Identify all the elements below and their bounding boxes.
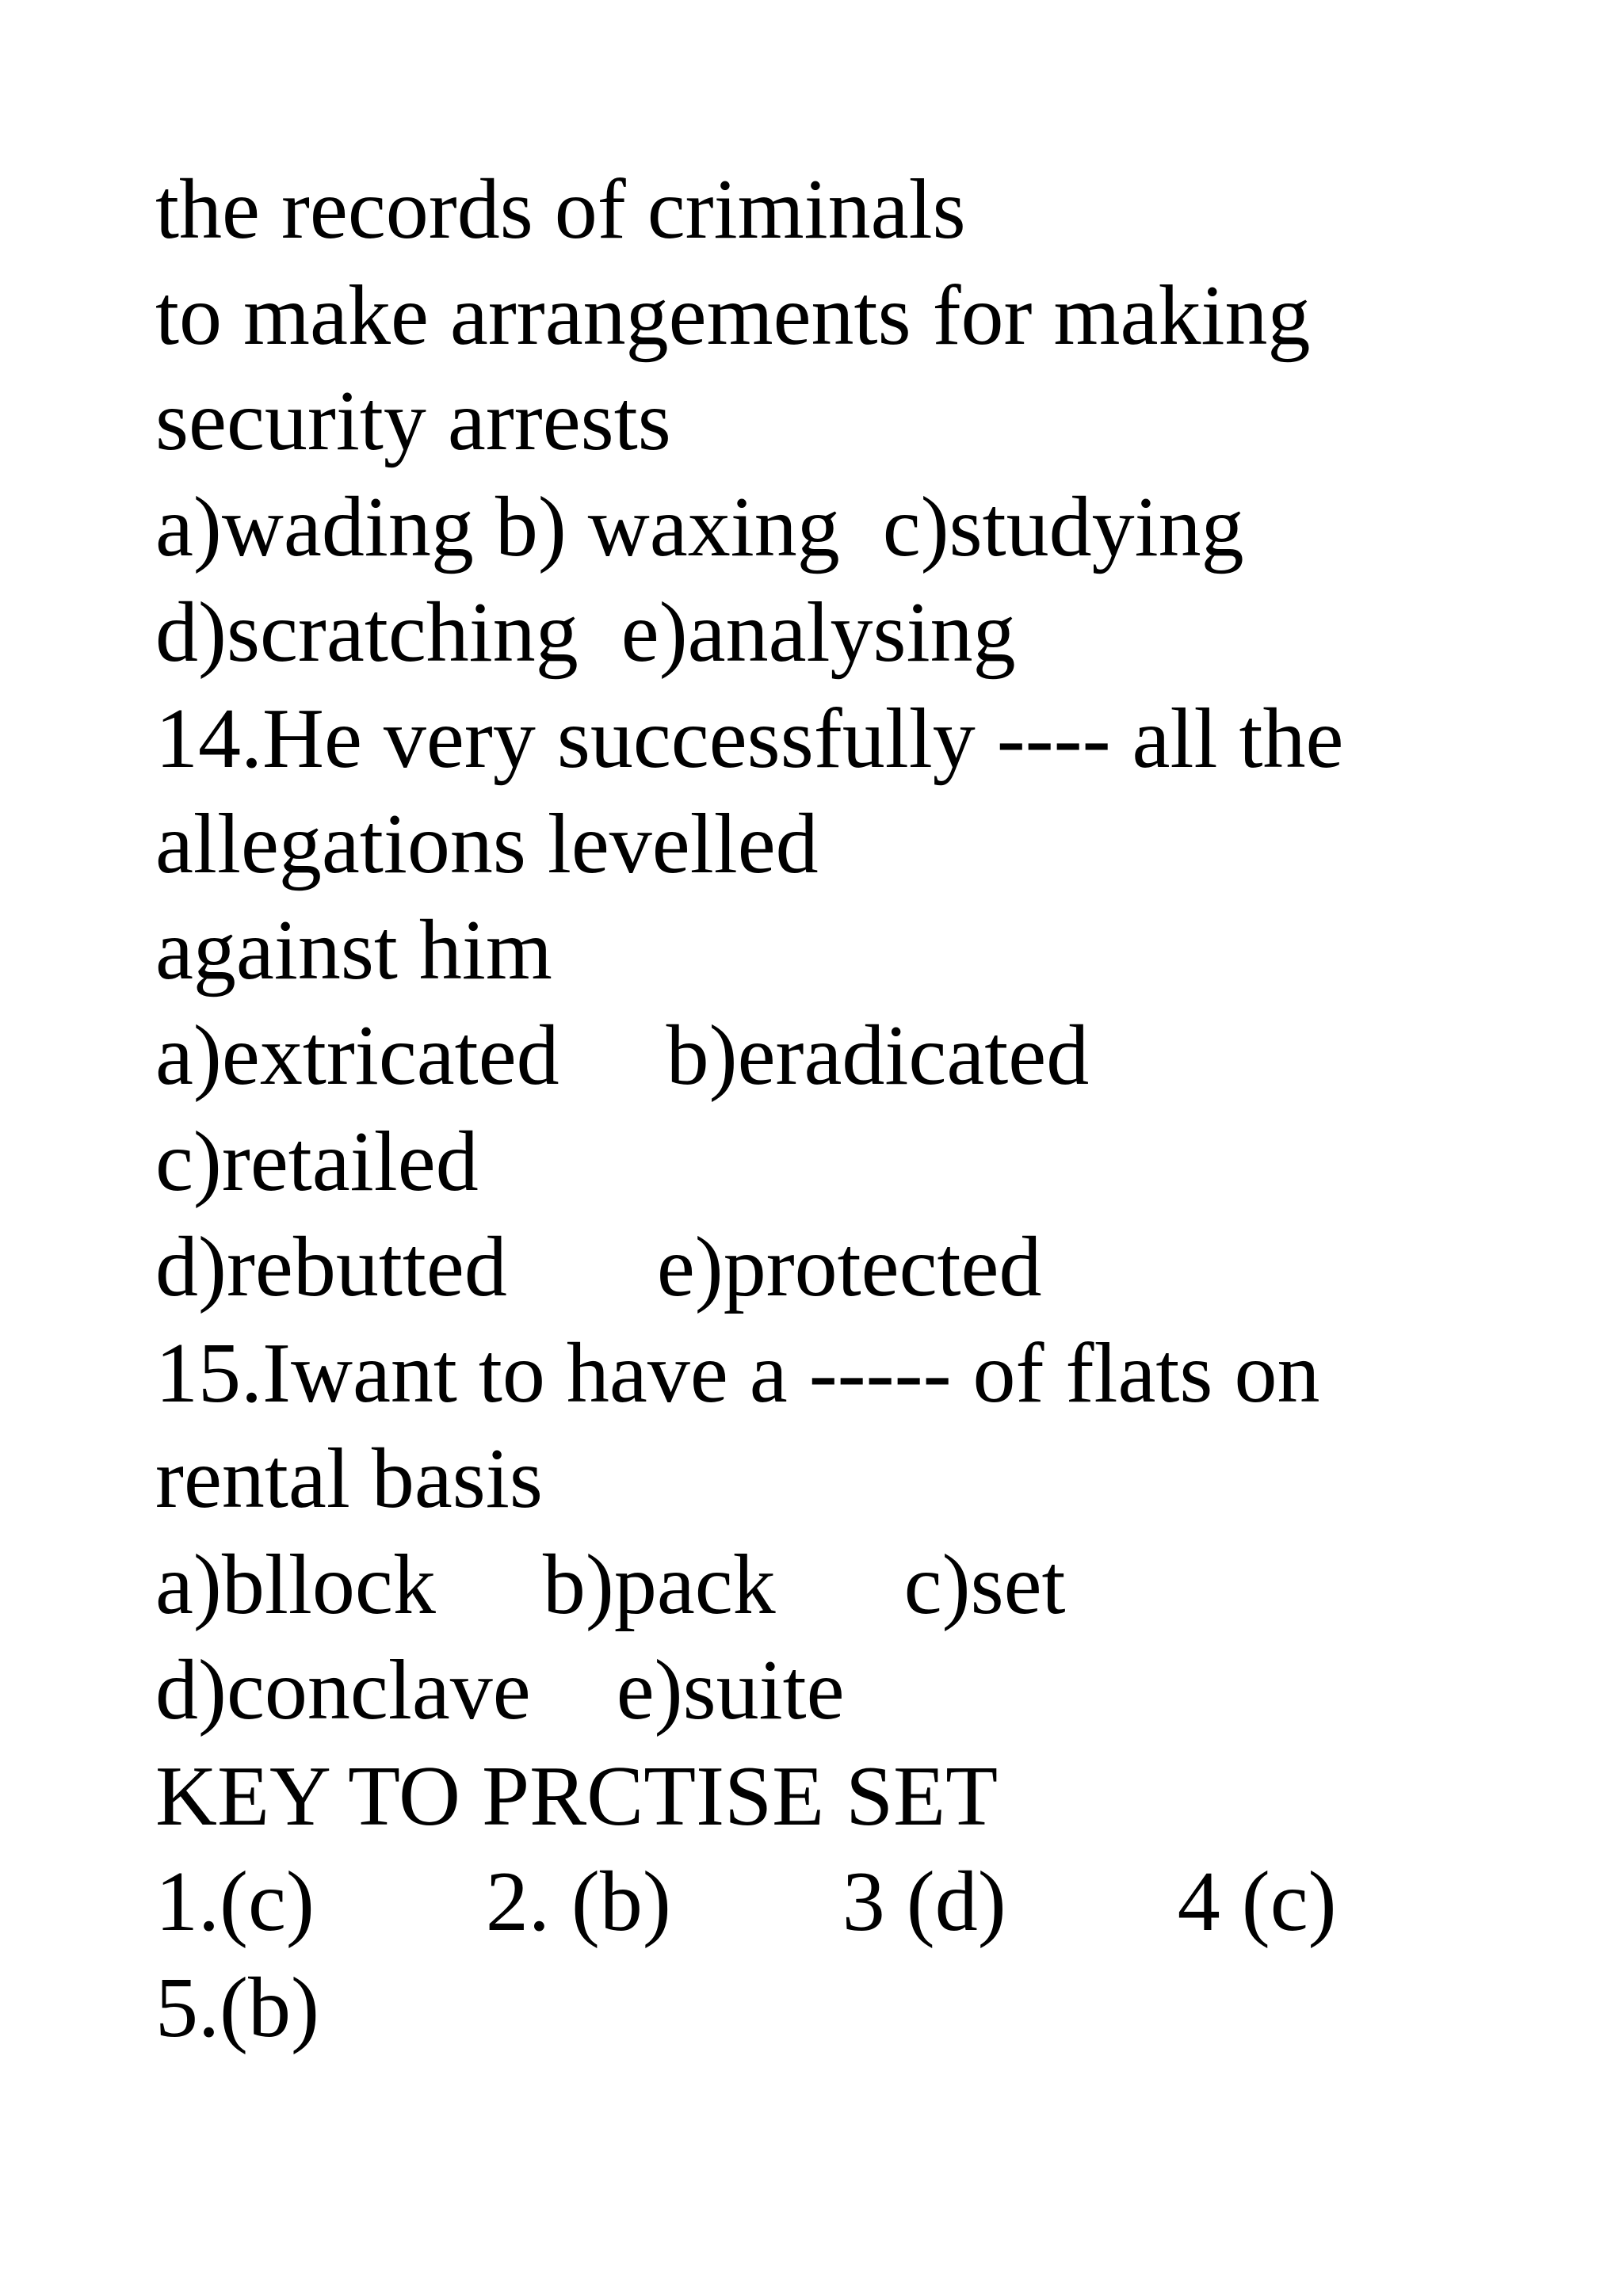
q15-question-cont: rental basis	[155, 1432, 543, 1526]
answer-key-row-5: 5.(b)	[155, 1960, 319, 2055]
document-body	[155, 157, 1566, 2061]
text-line-security-arrests: security arrests	[155, 374, 671, 468]
q13-options-d-e: d)scratching e)analysing	[155, 585, 1016, 680]
q15-options-a-c: a)bllock b)pack c)set	[155, 1537, 1066, 1632]
q14-question-end: against him	[155, 902, 552, 997]
q14-question-cont: allegations levelled	[155, 797, 819, 891]
text-line-arrangements: to make arrangements for making	[155, 268, 1311, 363]
q14-options-d-e: d)rebutted e)protected	[155, 1220, 1042, 1314]
answer-key-row-1-4: 1.(c) 2. (b) 3 (d) 4 (c)	[155, 1855, 1337, 1949]
q14-options-a-b: a)extricated b)eradicated	[155, 1009, 1090, 1103]
q14-option-c: c)retailed	[155, 1114, 479, 1209]
answer-key-heading: KEY TO PRCTISE SET	[155, 1749, 999, 1844]
q15-question: 15.Iwant to have a ----- of flats on	[155, 1325, 1320, 1421]
text-line-records-criminals: the records of criminals	[155, 162, 966, 257]
q15-options-d-e: d)conclave e)suite	[155, 1643, 845, 1737]
q13-options-a-c: a)wading b) waxing c)studying	[155, 479, 1244, 574]
q14-question: 14.He very successfully ---- all the	[155, 691, 1344, 786]
